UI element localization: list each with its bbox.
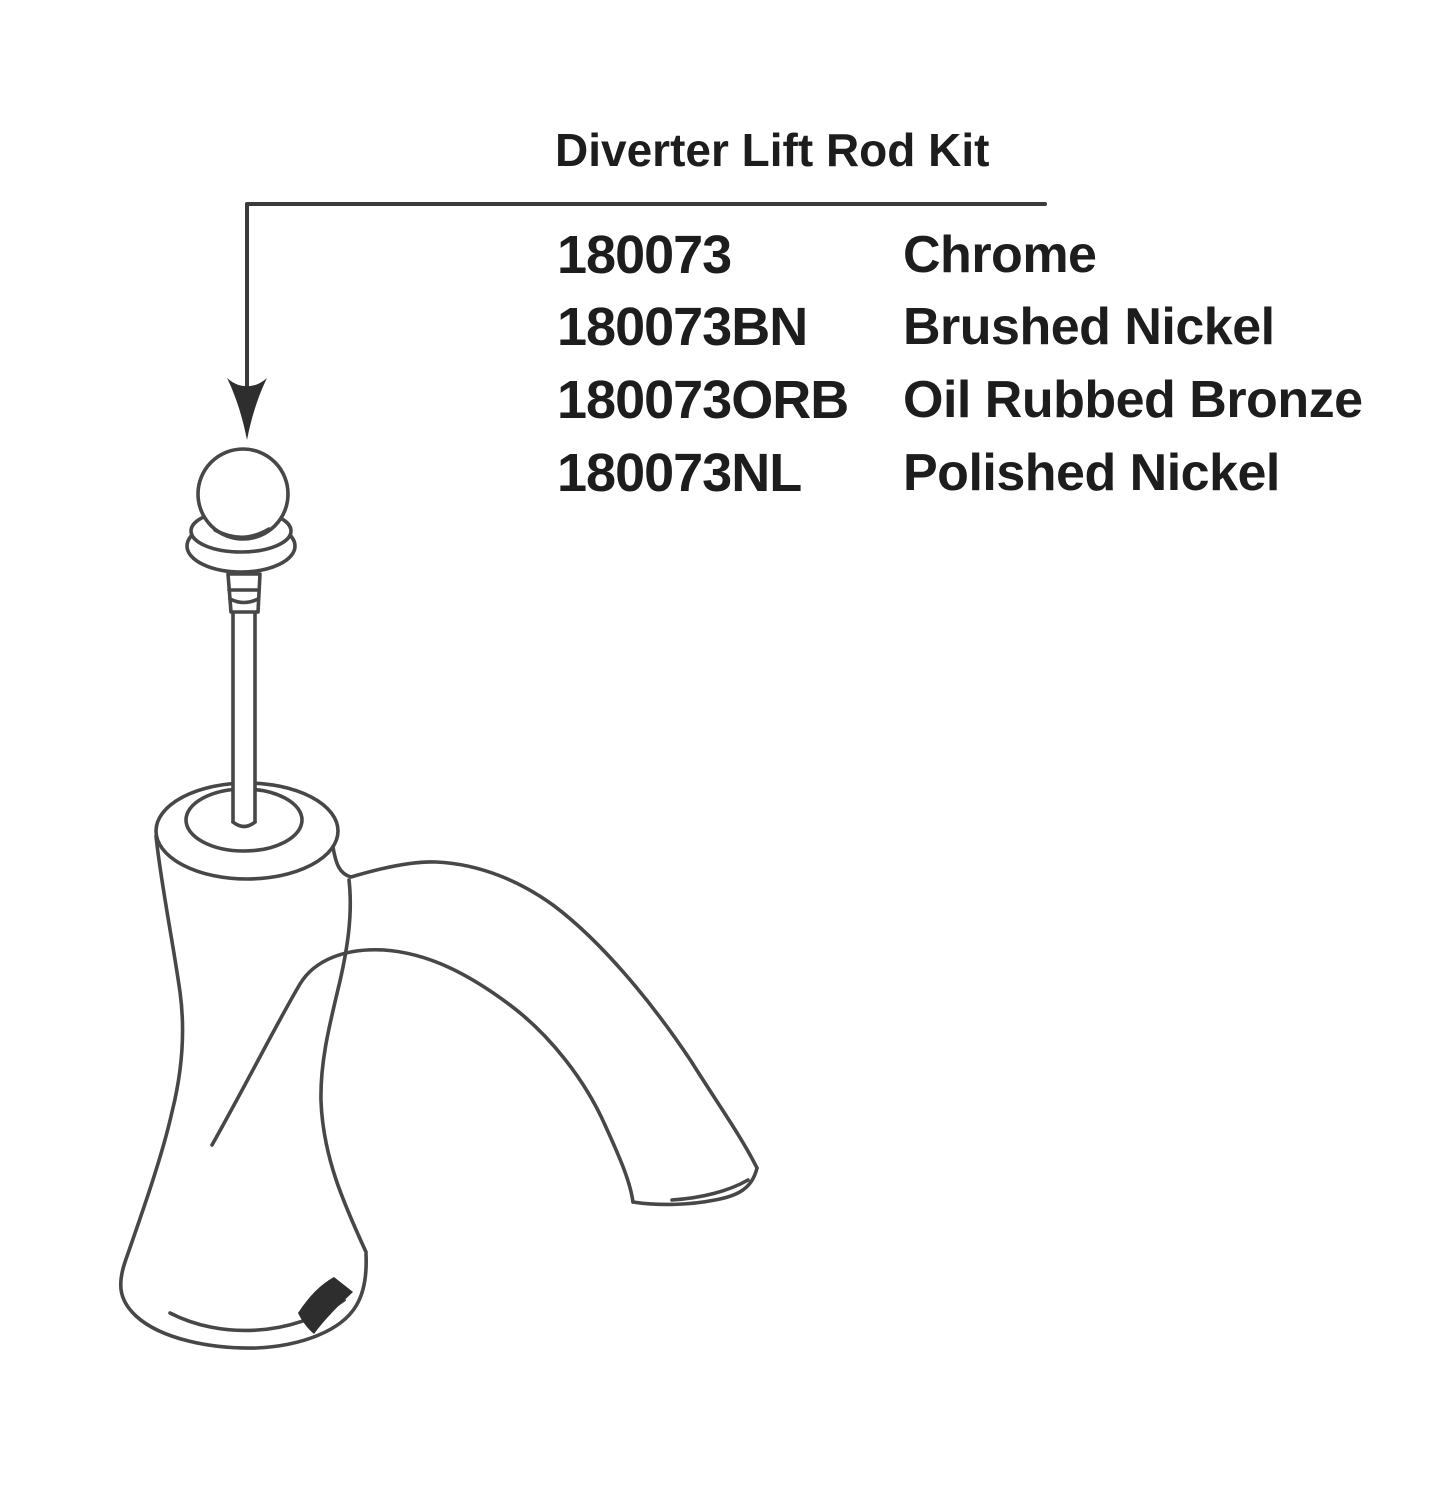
rod-shaft	[233, 612, 255, 824]
part-number: 180073	[557, 225, 732, 285]
part-finish: Polished Nickel	[903, 444, 1280, 502]
part-row	[557, 297, 1275, 357]
rod-neck	[228, 574, 260, 612]
knob-ball	[198, 449, 288, 539]
part-row	[557, 443, 1280, 503]
lift-rod	[228, 574, 260, 827]
part-row	[557, 370, 1363, 430]
part-finish: Chrome	[903, 226, 1097, 284]
foot-mark	[298, 1277, 353, 1334]
part-number: 180073BN	[557, 297, 808, 357]
spout-inner-curve	[212, 950, 633, 1202]
down-arrow-icon	[227, 378, 267, 440]
faucet-spout-body	[121, 783, 757, 1348]
base-right-silhouette	[321, 880, 366, 1252]
part-row	[557, 225, 1097, 285]
spout-outer-curve	[333, 847, 757, 1168]
base-left-silhouette	[121, 836, 366, 1348]
part-number: 180073ORB	[557, 370, 849, 430]
part-number: 180073NL	[557, 443, 802, 503]
lift-rod-knob	[187, 449, 295, 572]
page-title: Diverter Lift Rod Kit	[555, 124, 990, 176]
part-finish: Brushed Nickel	[903, 298, 1275, 356]
part-finish: Oil Rubbed Bronze	[903, 371, 1363, 429]
spout-tip-inner-line	[672, 1180, 748, 1200]
